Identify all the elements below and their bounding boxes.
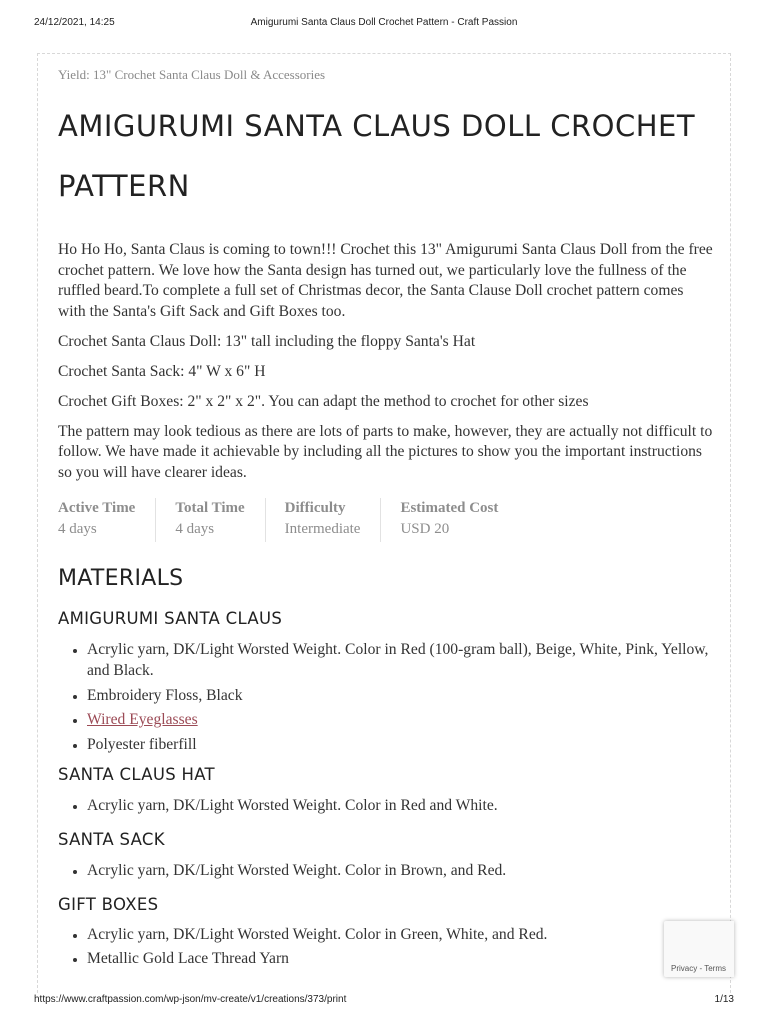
materials-list-boxes	[58, 924, 714, 970]
list-item: • Acrylic yarn, DK/Light Worsted Weight. Color in Green, White, and Red.	[87, 924, 714, 945]
recipe-times	[58, 498, 714, 542]
print-header	[34, 17, 734, 31]
recaptcha-badge[interactable]	[664, 921, 734, 977]
terms-link[interactable]: Terms	[704, 964, 726, 973]
wired-eyeglasses-link[interactable]: Wired Eyeglasses	[87, 711, 198, 728]
recaptcha-separator: -	[697, 964, 705, 973]
description-paragraph: Crochet Gift Boxes: 2" x 2" x 2". You can adapt the method to crochet for other sizes	[58, 392, 589, 410]
description-paragraph: The pattern may look tedious as there are lots of parts to make, however, they are actually not difficult to follow. We have made it achievable by including all the pictures to show you the important instructions so you will have clearer ideas.	[58, 422, 713, 481]
time-label: Estimated Cost	[400, 500, 499, 516]
recipe-content	[58, 66, 714, 973]
section-heading-sack: SANTA SACK	[58, 829, 165, 849]
materials-list-hat	[58, 795, 714, 816]
materials-list-sack	[58, 860, 714, 881]
list-item: • Acrylic yarn, DK/Light Worsted Weight. Color in Brown, and Red.	[87, 860, 714, 881]
time-value: Intermediate	[284, 521, 361, 537]
list-item: • Acrylic yarn, DK/Light Worsted Weight. Color in Red (100-gram ball), Beige, White, Pink, Yellow, and Black.	[87, 639, 714, 681]
recipe-title: AMIGURUMI SANTA CLAUS DOLL CROCHET PATTERN	[58, 109, 696, 203]
recipe-yield: Yield: 13" Crochet Santa Claus Doll & Accessories	[58, 67, 326, 82]
page-number: 1/13	[714, 994, 734, 1005]
recaptcha-links	[671, 964, 726, 973]
section-heading-hat: SANTA CLAUS HAT	[58, 764, 215, 784]
time-value: 4 days	[58, 521, 97, 537]
list-item	[87, 709, 714, 730]
time-value: USD 20	[400, 521, 450, 537]
time-total	[155, 498, 264, 542]
description-paragraph: Crochet Santa Claus Doll: 13" tall including the floppy Santa's Hat	[58, 332, 476, 350]
section-heading-boxes: GIFT BOXES	[58, 894, 159, 914]
estimated-cost	[380, 498, 518, 542]
time-active	[58, 498, 155, 542]
time-value: 4 days	[175, 521, 215, 537]
description-paragraph: Crochet Santa Sack: 4" W x 6" H	[58, 362, 266, 380]
print-footer	[34, 994, 734, 1008]
time-label: Difficulty	[284, 500, 346, 516]
print-datetime: 24/12/2021, 14:25	[34, 17, 115, 28]
materials-heading: MATERIALS	[58, 566, 184, 591]
print-page-title: Amigurumi Santa Claus Doll Crochet Pattern - Craft Passion	[250, 17, 518, 28]
list-item: • Metallic Gold Lace Thread Yarn	[87, 948, 714, 969]
description-paragraph: Ho Ho Ho, Santa Claus is coming to town!!! Crochet this 13" Amigurumi Santa Claus Doll from the free crochet pattern. We love how the Santa design has turned out, we particularly love the fullness of the ruffled beard.To complete a full set of Christmas decor, the Santa Clause Doll crochet pattern comes with the Santa's Gift Sack and Gift Boxes too.	[58, 241, 713, 320]
privacy-link[interactable]: Privacy	[671, 964, 698, 973]
list-item: • Polyester fiberfill	[87, 734, 714, 755]
list-item: • Acrylic yarn, DK/Light Worsted Weight. Color in Red and White.	[87, 795, 714, 816]
recipe-description	[58, 240, 714, 483]
materials-list-santa	[58, 639, 714, 755]
difficulty	[265, 498, 381, 542]
time-label: Active Time	[58, 500, 136, 516]
section-heading-santa: AMIGURUMI SANTA CLAUS	[58, 609, 283, 628]
print-url: https://www.craftpassion.com/wp-json/mv-create/v1/creations/373/print	[34, 994, 347, 1005]
time-label: Total Time	[175, 500, 245, 516]
list-item: • Embroidery Floss, Black	[87, 685, 714, 706]
